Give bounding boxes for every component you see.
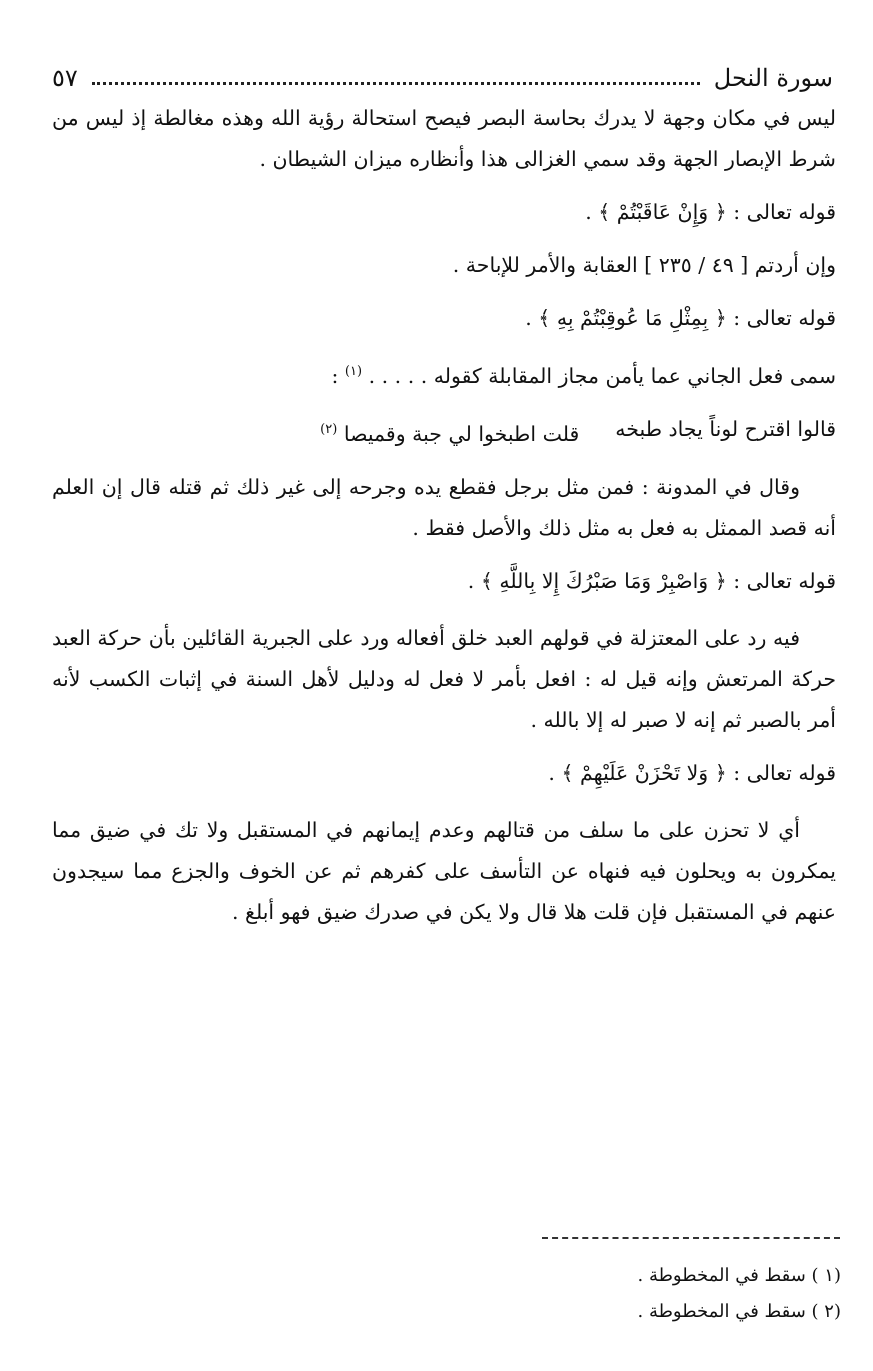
page-body bbox=[52, 98, 836, 933]
surah-title: سورة النحل bbox=[713, 64, 833, 92]
dotted-leader bbox=[92, 72, 700, 85]
running-header bbox=[52, 58, 833, 98]
verse-heading: قوله تعالى : ﴿ وَإِنْ عَاقَبْتُمْ ﴾ . bbox=[585, 200, 836, 224]
paragraph-with-footnote bbox=[52, 351, 836, 397]
poem-hemistich-2-wrap bbox=[320, 409, 579, 455]
verse-heading: قوله تعالى : ﴿ بِمِثْلِ مَا عُوقِبْتُمْ بِهِ ﴾ . bbox=[525, 306, 836, 330]
verse-heading: قوله تعالى : ﴿ وَلا تَحْزَنْ عَلَيْهِمْ ﴾ . bbox=[548, 761, 836, 785]
footnote-separator bbox=[542, 1237, 840, 1239]
paragraph-colon: : bbox=[331, 364, 339, 388]
footnote-2: (٢ ) سقط في المخطوطة . bbox=[637, 1301, 841, 1322]
footnote-marker-1: (١) bbox=[344, 364, 363, 379]
paragraph: أي لا تحزن على ما سلف من قتالهم وعدم إيمانهم في المستقبل ولا تك في ضيق مما يمكرون به ويحلون فيه فنهاه عن التأسف على كفرهم ثم عن الخوف والجزع مما سيجدون عنهم في المستقبل فإن قلت هلا قال ولا يكن في صدرك ضيق فهو أبلغ . bbox=[52, 818, 836, 924]
poem-hemistich-1: قالوا اقترح لوناً يجاد طبخه bbox=[615, 417, 836, 441]
paragraph-text: سمى فعل الجاني عما يأمن مجاز المقابلة كقوله . . . . . bbox=[368, 364, 836, 388]
verse-heading: قوله تعالى : ﴿ وَاصْبِرْ وَمَا صَبْرُكَ إِلا بِاللَّهِ ﴾ . bbox=[467, 569, 836, 593]
paragraph: ليس في مكان وجهة لا يدرك بحاسة البصر فيصح استحالة رؤية الله وهذه مغالطة إذ ليس من شرط الإبصار الجهة وقد سمي الغزالى هذا وأنظاره ميزان الشيطان . bbox=[52, 106, 836, 171]
footnote-marker-2: (٢) bbox=[320, 422, 338, 437]
poetry-line bbox=[52, 409, 836, 455]
footnote-1: (١ ) سقط في المخطوطة . bbox=[637, 1265, 841, 1286]
paragraph: وقال في المدونة : فمن مثل برجل فقطع يده وجرحه إلى غير ذلك ثم قتله قال إن العلم أنه قصد الممثل به فعل به مثل ذلك والأصل فقط . bbox=[52, 475, 836, 540]
page-number: ٥٧ bbox=[52, 64, 78, 92]
paragraph: وإن أردتم [ ٤٩ / ٢٣٥ ] العقابة والأمر للإباحة . bbox=[452, 253, 836, 277]
footnotes bbox=[441, 1258, 841, 1330]
poem-hemistich-2: قلت اطبخوا لي جبة وقميصا bbox=[343, 422, 580, 446]
paragraph: فيه رد على المعتزلة في قولهم العبد خلق أفعاله ورد على الجبرية القائلين بأن حركة العبد حركة المرتعش وإنه قيل له : افعل بأمر لا فعل له ودليل لأهل السنة في إثبات الكسب لأنه أمر بالصبر ثم إنه لا صبر له إلا بالله . bbox=[52, 626, 836, 732]
